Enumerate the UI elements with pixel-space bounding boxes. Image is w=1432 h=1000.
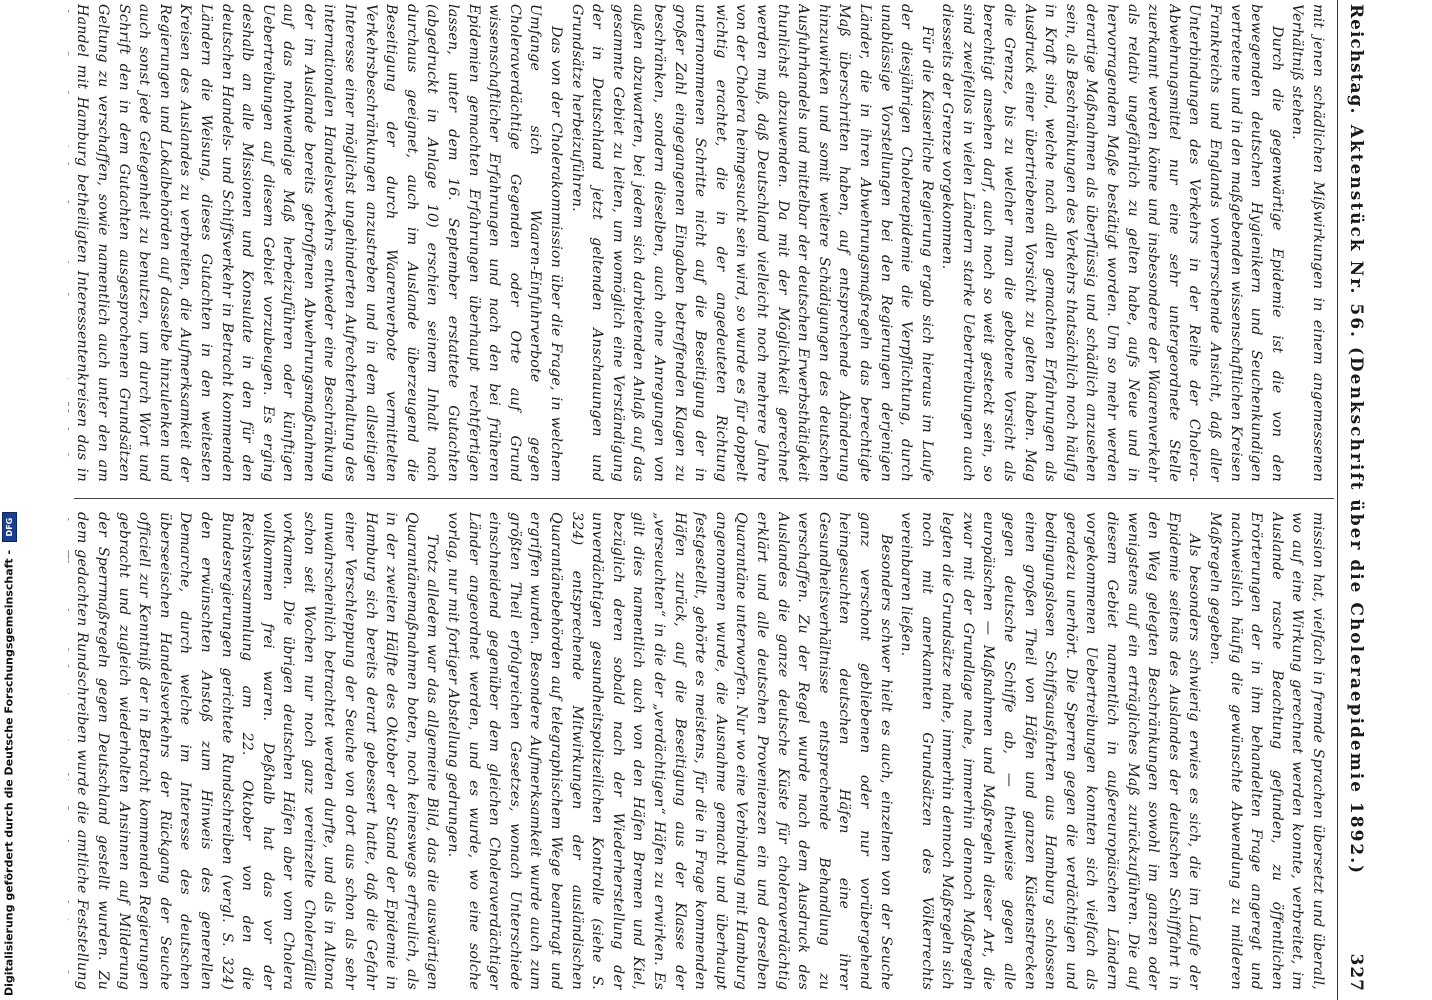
rotated-page-content: [10, 0, 1380, 1000]
page-header: [1340, 0, 1374, 1000]
paragraph: Das von der Cholerakommission über die Frage, in welchem Umfange sich Waaren-Einfuhrverbote gegen Choleraverdächtige Gegenden oder Orte auf Grund wissenschaftlicher Erfahrungen und nach den bei früheren Epidemien gemachten Erfahrungen überhaupt rechtfertigen lassen, unter dem 16. September erstattete Gutachten (abgedruckt in Anlage 10) erschien seinem Inhalt nach durchaus geeignet, auch im Auslande überzeugend die Beseitigung der durch Waarenverbote vermittelten Verkehrsbeschränkungen anzustreben und in dem allseitigen Interesse einer möglichst ungehinderten Aufrechterhaltung des internationalen Handelsverkehrs entweder eine Beschränkung der im Auslande bereits getroffenen Abwehrungsmaßnahmen auf das nothwendige Maß herbeizuführen oder künftigen Uebertreibungen auf diesem Gebiet vorzubeugen. Es erging deshalb an alle Missionen und Konsulate in den für den deutschen Handels- und Schiffsverkehr in Betracht kommenden Ländern die Weisung, dieses Gutachten in den weitesten Kreisen des Auslandes zu verbreiten, die Aufmerksamkeit der Regierungen und Lokalbehörden auf dasselbe hinzulenken und auch sonst jede Gelegenheit zu benutzen, um durch Wort und Schrift den in dem Gutachten ausgesprochenen Grundsätzen Geltung zu verschaffen, sowie namentlich auch unter den am Handel mit Hamburg betheiligten Interessentenkreisen das in: [74, 4, 565, 482]
header-rule: [1337, 0, 1338, 1000]
paragraph: mission hat, vielfach in fremde Sprachen übersetzt und überall, wo auf eine Wirkung gerechnet werden konnte, verbreitet, im Auslande rasche Beachtung gefunden, zu öffentlichen Erörterungen der in ihm behandelten Frage angeregt und nachweislich häufig die gewünschte Abwendung zu milderen Maßregeln gegeben.: [1207, 512, 1326, 990]
paragraph: mit jenen schädlichen Mißwirkungen in einem angemessenen Verhältniß stehen.: [1289, 4, 1326, 482]
paragraph: Als besonders schwierig erwies es sich, die im Laufe der Epidemie seitens des Auslandes der deutschen Schifffahrt in den Weg gelegten Beschränkungen sowohl im ganzen oder wenigstens auf ein erträgliches Maß zurückzuführen. Die auf diesem Gebiet namentlich in außereuropäischen Ländern vorgekommenen Uebertreibungen konnten sich vielfach als geradezu unerhört. Die Sperren gegen die verdächtigen und bedingungslosen Schiffsausfahrten aus Hamburg schlossen einen großen Theil von Häfen und ganzen Küstenstrecken gegen deutsche Schiffe ab, — theilweise gegen alle europäischen — Maßnahmen und Maßregeln dieser Art, die zwar mit der Grundlage nahe, immerhin dennoch Maßregeln legten die Grundsätze nahe, immerhin dennoch Maßregeln sich noch mit anerkannten Grundsätzen des Völkerrechts vereinbaren ließen.: [898, 512, 1203, 990]
digitization-footer: [2, 0, 26, 996]
footer-text: Digitalisierung gefördert durch die Deutsche Forschungsgemeinschaft -: [2, 549, 16, 996]
paragraph: Trotz alledem war das allgemeine Bild, das die auswärtigen Quarantänemaßnahmen boten, noch keineswegs erfreulich, als in der zweiten Hälfte des Oktober der Stand der Epidemie in Hamburg sich bereits derart gebessert hatte, daß die Gefahr einer Verschleppung der Seuche von dort aus schon als sehr unwahrscheinlich betrachtet werden durfte, und als in Altona schon seit Wochen nur noch ganz vereinzelte Cholerafälle vorkamen. Die übrigen deutschen Häfen aber vom Cholera vollkommen frei waren. Deßhalb hat das vor der Reichsversammlung am 22. Oktober von den die Bundesregierungen gerichtete Rundschreiben (vergl. S. 324) den erwünschten Anstoß zum Hinweis des generellen Demarche, durch welche im Interesse des deutschen überseeischen Handelsverkehrs der Rückgang der Seuche officiell zur Kenntniß der in Betracht kommenden Regierungen gebracht und zugleich wiederholten Ansinnen auf Milderung der Sperrmaßregeln gegen Deutschland gestellt wurden. Zu dem gedachten Rundschreiben wurde die amtliche Feststellung: [74, 512, 441, 990]
right-column: [68, 512, 1328, 990]
page-number: 327: [1346, 953, 1366, 992]
header-left: Reichstag.: [1346, 4, 1366, 115]
paragraph: Besonders schwer hielt es auch, einzelnen von der Seuche ganz verschont gebliebenen oder nur vorübergehend heimgesuchten deutschen Häfen eine ihrer Gesundheitsverhältnisse entsprechende Behandlung zu verschaffen. Zu der Regel wurde nach dem Ausdruck des Auslandes die ganze deutsche Küste für choleraverdächtig erklärt und alle deutschen Provenienzen ein und derselben Quarantäne unterworfen. Nur wo eine Verbindung mit Hamburg angenommen wurde, die Ausnahme gemacht und überhaupt festgestellt, gehörte es meistens, für die in Frage kommenden Häfen zurück, auf die Beseitigung aus der Klasse der „verseuchten“ in die der „verdächtigen“ Häfen zu erwirken. Es gilt dies namentlich auch von den Häfen Bremen und Kiel, bezüglich deren sobald nach der Wiederherstellung der unverdächtigen gesundheitspolizeilichen Kontrolle (siehe S. 324) entsprechende Mitwirkungen der ausländischen Quarantänebehörden auf telegraphischem Wege beantragt und ergriffen wurden. Besondere Aufmerksamkeit wurde auch zum größten Theil erfolgreichen Gesetzes, wonach Unterschiede einschneidend gegenüber dem gleichen Choleraverdächtiger Länder angeordnet werden, und es wurde, wo eine solche vorlag, nur mit fortiger Abstellung gedrungen.: [445, 512, 894, 990]
header-title: Aktenstück Nr. 56. (Denkschrift über die Choleraepidemie 1892.): [1346, 124, 1366, 876]
left-column: [68, 4, 1328, 482]
dfg-logo: DFG: [2, 512, 17, 542]
paragraph: Für die Kaiserliche Regierung ergab sich hieraus im Laufe der diesjährigen Choleraepidemie die Verpflichtung, durch unablässige Vorstellungen bei den Regierungen derjenigen Länder, die in ihren Abwehrungsmaßregeln das berechtigte Maß überschritten haben, auf entsprechende Abänderung hinzuwirken und somit weitere Schädigungen des deutschen Ausfuhrhandels und mittelbar der deutschen Erwerbsthätigkeit thunlichst abzuwenden. Da mit der Möglichkeit gerechnet werden muß, daß Deutschland vielleicht noch mehrere Jahre von der Cholera heimgesucht sein wird, so wurde es für doppelt wichtig erachtet, die in der angedeuteten Richtung unternommenen Schritte nicht auf die Beseitigung der in großer Zahl eingegangenen Eingaben betreffenden Klagen zu beschränken, sondern dieselben, auch ohne Anregungen von außen abzuwarten, bei jedem sich darbietenden Anlaß auf das gesammte Gebiet zu leiten, um womöglich eine Verständigung der in Deutschland jetzt geltenden Anschauungen und Grundsätze herbeizuführen.: [568, 4, 935, 482]
column-divider: [74, 498, 1334, 499]
paragraph: Durch die gegenwärtige Epidemie ist die von den bewegenden deutschen Hygienikern und Seuchenkundigen vertretene und in den maßgebenden wissenschaftlichen Kreisen Frankreichs und Englands vorherrschende Ansicht, daß aller Unterbindungen des Verkehrs in der Reihe der Cholera-Abwehrungsmittel nur eine sehr untergeordnete Stelle zuerkannt werden könne und insbesondere der Waarenverkehr als relativ ungefährlich zu gelten habe, aufs Neue und in hervorragendem Maße bestätigt worden. Um so mehr werden derartige Maßnahmen als überflüssig und schädlich anzusehen sein, als Beschränkungen des Verkehrs thatsächlich noch häufig in Kraft sind, welche nach allen gemachten Erfahrungen als Ausdruck einer übertriebenen Vorsicht zu gelten haben. Mag die Grenze, bis zu welcher man die gebotene Vorsicht als berechtigt ansehen darf, auch noch so weit gesteckt sein, so sind zweifellos in vielen Ländern starke Uebertreibungen auch diesseits der Grenze vorgekommen.: [939, 4, 1285, 482]
